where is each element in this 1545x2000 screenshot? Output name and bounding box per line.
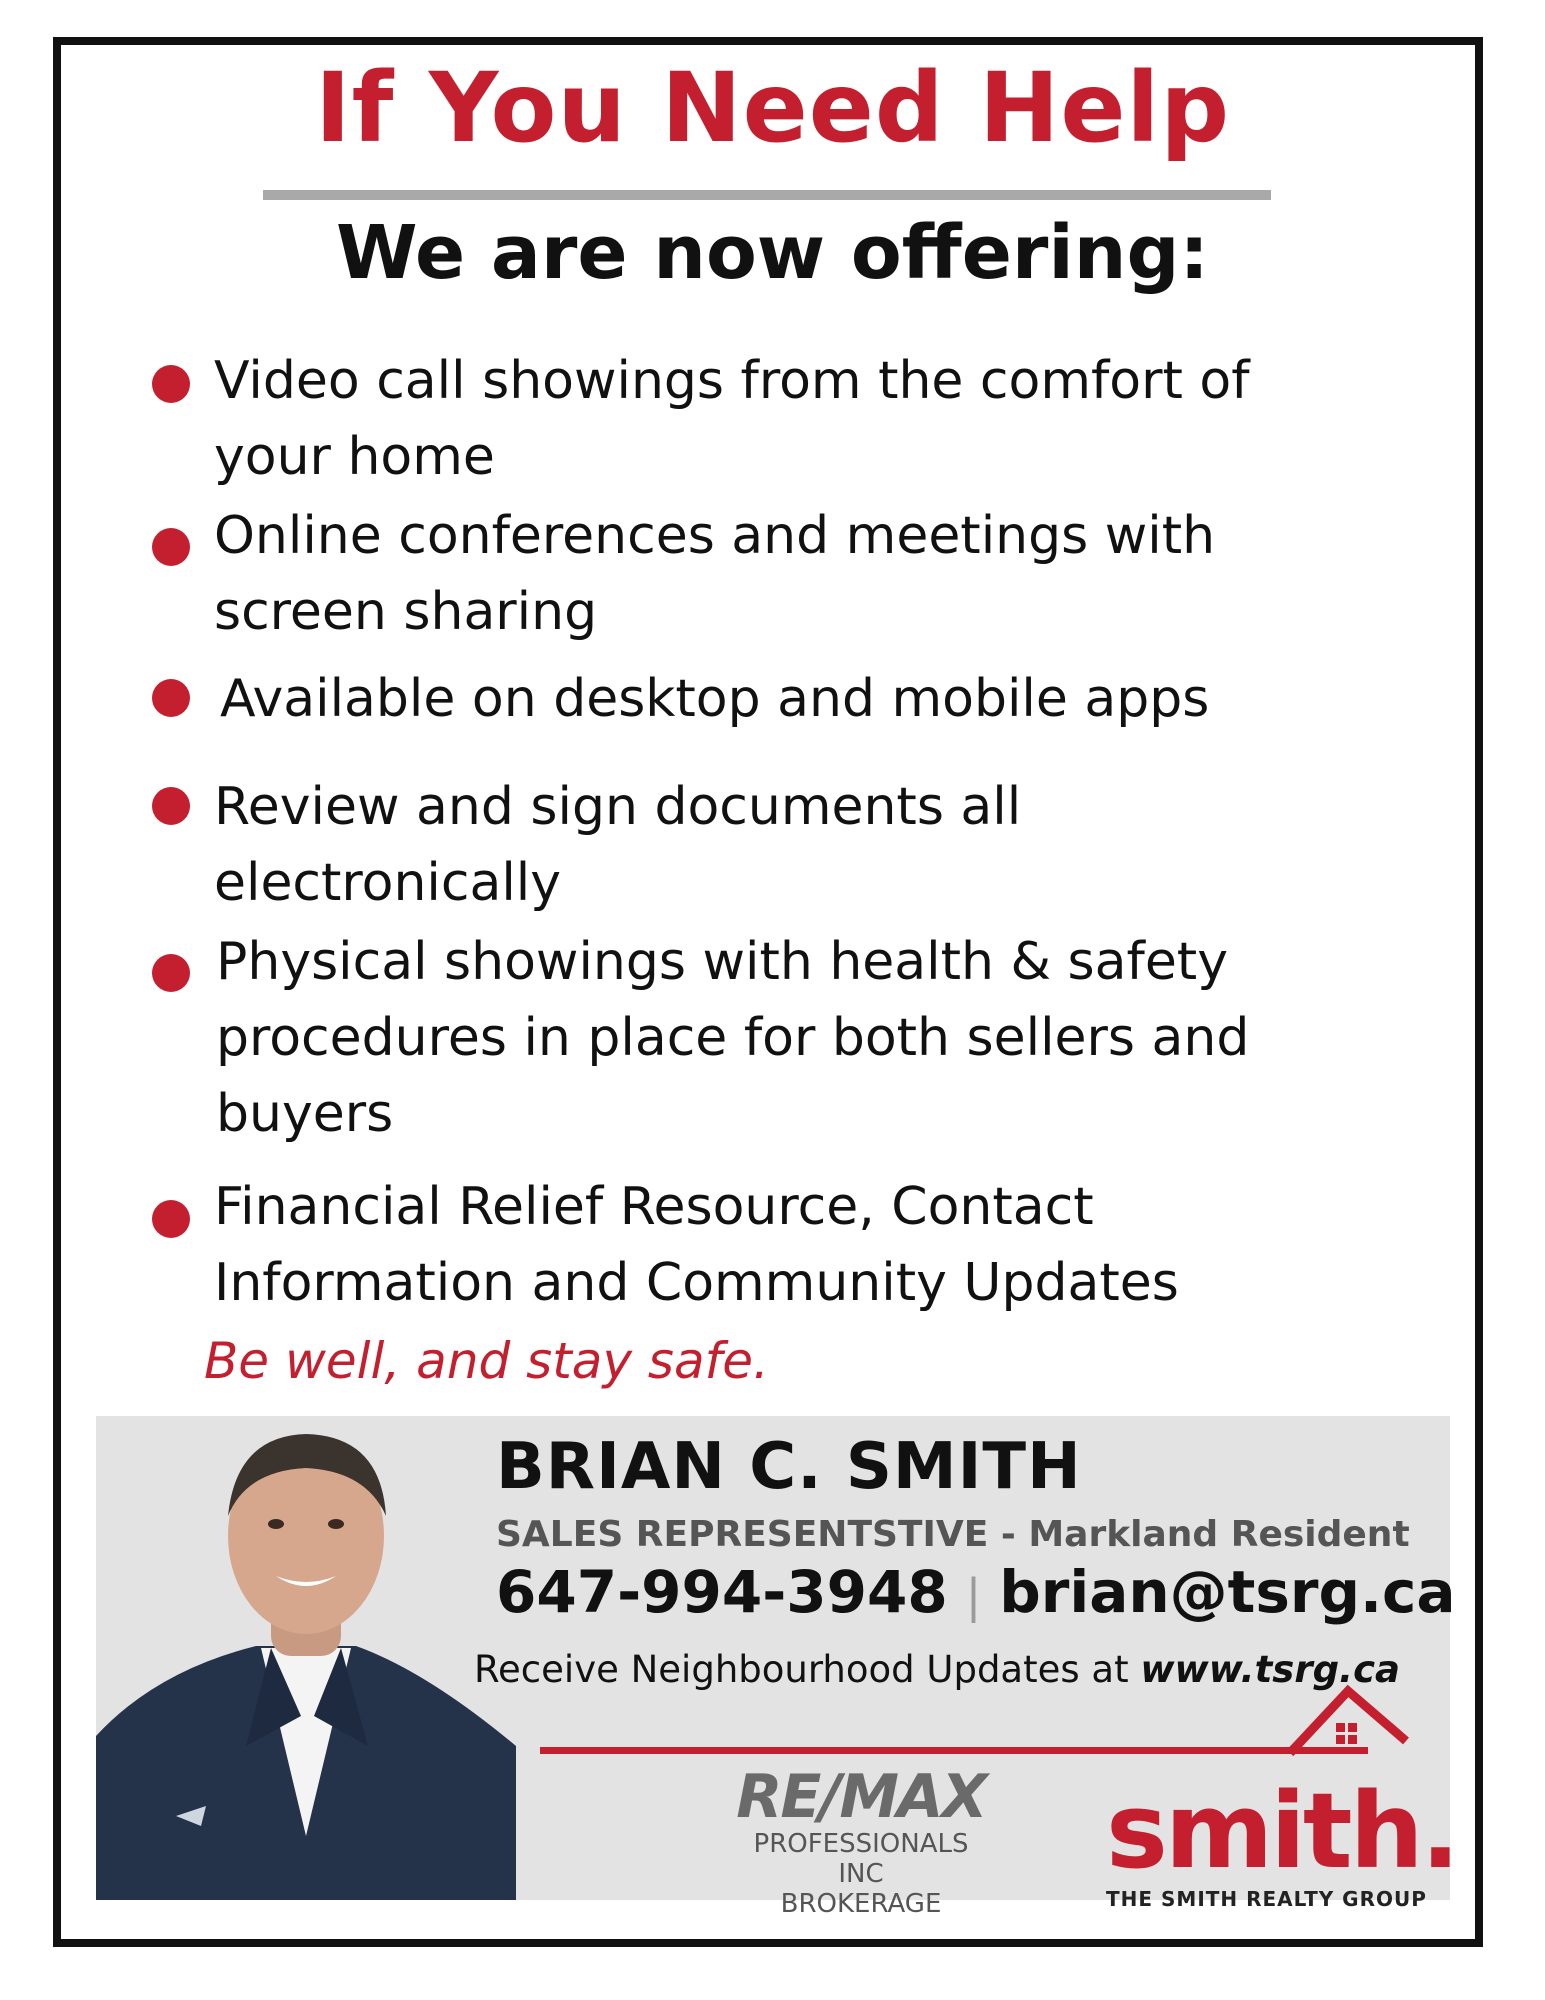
house-icon	[1286, 1681, 1410, 1761]
list-item: Review and sign documents all electronically	[214, 777, 1022, 913]
agent-email[interactable]: brian@tsrg.ca	[999, 1558, 1456, 1626]
updates-link[interactable]: www.tsrg.ca	[1140, 1648, 1401, 1691]
agent-panel	[96, 1416, 1458, 1919]
bullet-icon	[152, 365, 190, 403]
agent-name: BRIAN C. SMITH	[496, 1430, 1082, 1504]
page-title: If You Need Help	[314, 52, 1231, 164]
closing-message: Be well, and stay safe.	[204, 1332, 769, 1390]
agent-phone[interactable]: 647-994-3948	[496, 1558, 948, 1626]
bullet-icon	[152, 528, 190, 566]
bullet-icon	[152, 787, 190, 825]
bullet-icon	[152, 954, 190, 992]
list-item: Online conferences and meetings with screen sharing	[214, 506, 1216, 642]
footer-divider	[540, 1747, 1368, 1754]
list-item: Financial Relief Resource, Contact Information and Community Updates	[214, 1177, 1179, 1313]
page-subtitle: We are now offering:	[335, 210, 1210, 296]
updates-line: Receive Neighbourhood Updates at www.tsrg.ca	[474, 1648, 1401, 1691]
title-divider	[263, 190, 1271, 200]
agent-role: SALES REPRESENTSTIVE - Markland Resident	[496, 1514, 1410, 1555]
bullet-icon	[152, 679, 190, 717]
contact-separator: |	[965, 1569, 982, 1623]
bullet-icon	[152, 1200, 190, 1238]
smith-logo: smith. THE SMITH REALTY GROUP	[1106, 1770, 1458, 1911]
remax-logo: RE/MAX PROFESSIONALS INC BROKERAGE	[736, 1762, 986, 1919]
list-item: Video call showings from the comfort of your home	[214, 351, 1250, 487]
agent-contact	[496, 1558, 1456, 1626]
list-item: Physical showings with health & safety procedures in place for both sellers and buyers	[216, 932, 1250, 1144]
agent-photo	[96, 1416, 516, 1900]
list-item: Available on desktop and mobile apps	[220, 669, 1210, 729]
